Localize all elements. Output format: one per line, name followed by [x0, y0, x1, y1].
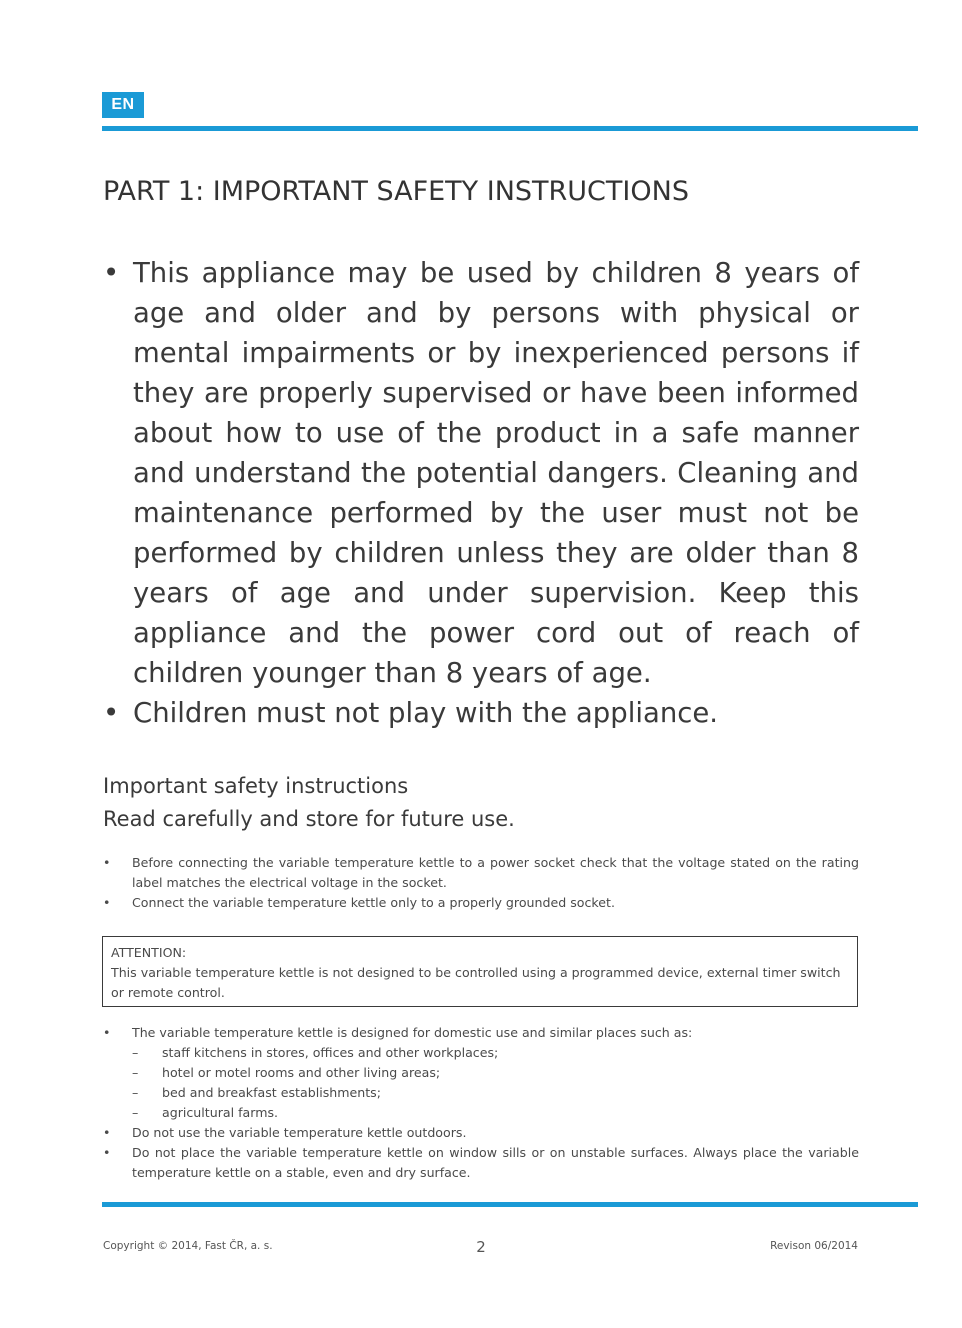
- footer-copyright: Copyright © 2014, Fast ČR, a. s.: [103, 1240, 273, 1252]
- list-item: [103, 1023, 859, 1123]
- list-item: [103, 1143, 859, 1183]
- list-item: [103, 853, 859, 893]
- attention-title: ATTENTION:: [111, 945, 187, 960]
- sublist-item: [132, 1043, 859, 1063]
- dash-marker: –: [132, 1065, 139, 1080]
- list-item: [103, 893, 859, 913]
- page-title: PART 1: IMPORTANT SAFETY INSTRUCTIONS: [103, 176, 689, 207]
- list-item-text: Do not use the variable temperature kettle outdoors.: [132, 1125, 467, 1140]
- connection-instructions-list: [103, 853, 859, 913]
- attention-text: This variable temperature kettle is not designed to be controlled using a programmed device, external timer switch or remote control.: [111, 965, 841, 1000]
- bottom-divider: [102, 1202, 918, 1207]
- dash-marker: –: [132, 1105, 139, 1120]
- sublist-item-text: hotel or motel rooms and other living areas;: [162, 1065, 441, 1080]
- dash-marker: –: [132, 1045, 139, 1060]
- attention-notice: [102, 936, 858, 1007]
- sublist-item-text: bed and breakfast establishments;: [162, 1085, 381, 1100]
- list-item: • This appliance may be used by children 8 years of age and older and by persons with physical or mental impairments or by inexperienced persons if they are properly supervised or have been informed about how to use of the product in a safe manner and understand the potential dangers. Cleaning and maintenance performed by the user must not be performed by children unless they are older than 8 years of age and under supervision. Keep this appliance and the power cord out of reach of children younger than 8 years of age.: [103, 253, 859, 693]
- list-item: • Children must not play with the appliance.: [103, 693, 859, 733]
- list-item-text: Before connecting the variable temperature kettle to a power socket check that the voltage stated on the rating label matches the electrical voltage in the socket.: [132, 855, 859, 890]
- bullet-marker: •: [103, 1125, 111, 1140]
- list-item-text: The variable temperature kettle is designed for domestic use and similar places such as:: [132, 1025, 693, 1040]
- list-item-text: Do not place the variable temperature kettle on window sills or on unstable surfaces. Always place the variable temperature kettle on a stable, even and dry surface.: [132, 1145, 859, 1180]
- page-number: 2: [476, 1238, 486, 1256]
- top-divider: [102, 126, 918, 131]
- sublist-item: [132, 1083, 859, 1103]
- bullet-marker: •: [103, 1025, 111, 1040]
- sublist-item: [132, 1103, 859, 1123]
- main-safety-list: [103, 253, 859, 733]
- sublist-item: [132, 1063, 859, 1083]
- sublist-item-text: agricultural farms.: [162, 1105, 279, 1120]
- bullet-marker: •: [103, 895, 111, 910]
- safety-subheading: [103, 770, 863, 836]
- usage-instructions-list: [103, 1023, 859, 1183]
- sublist-item-text: staff kitchens in stores, offices and other workplaces;: [162, 1045, 499, 1060]
- dash-marker: –: [132, 1085, 139, 1100]
- bullet-marker: •: [103, 855, 111, 870]
- subheading-instruction: Read carefully and store for future use.: [103, 807, 515, 831]
- places-sublist: [132, 1043, 859, 1123]
- language-badge: EN: [102, 92, 144, 118]
- list-item-text: Connect the variable temperature kettle only to a properly grounded socket.: [132, 895, 615, 910]
- bullet-marker: •: [103, 1145, 111, 1160]
- footer-revision: Revison 06/2014: [770, 1240, 858, 1252]
- list-item: [103, 1123, 859, 1143]
- subheading-title: Important safety instructions: [103, 774, 409, 798]
